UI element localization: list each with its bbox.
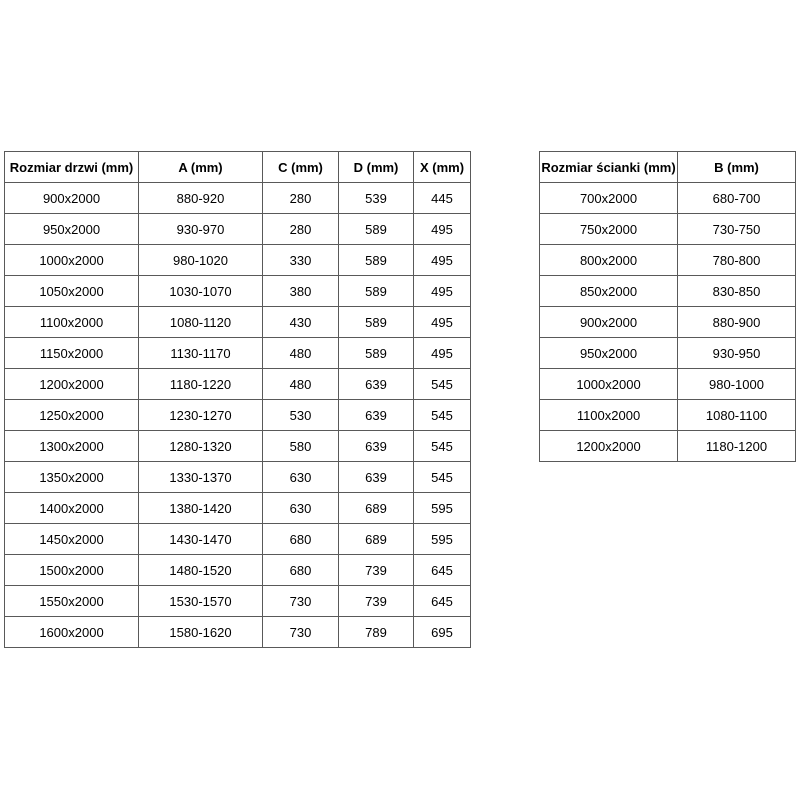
table-cell: 1200x2000 <box>5 369 139 400</box>
table-cell: 645 <box>414 586 471 617</box>
table-cell: 480 <box>263 338 339 369</box>
table-cell: 639 <box>339 369 414 400</box>
table-cell: 830-850 <box>678 276 796 307</box>
table-cell: 1180-1200 <box>678 431 796 462</box>
table-cell: 595 <box>414 524 471 555</box>
table-cell: 680 <box>263 555 339 586</box>
table-cell: 380 <box>263 276 339 307</box>
table-row <box>5 555 471 586</box>
table-cell: 1600x2000 <box>5 617 139 648</box>
table-cell: 789 <box>339 617 414 648</box>
table-cell: 880-900 <box>678 307 796 338</box>
table-row <box>5 245 471 276</box>
table-row <box>5 307 471 338</box>
table-cell: 580 <box>263 431 339 462</box>
table-cell: 739 <box>339 586 414 617</box>
table-cell: 1200x2000 <box>540 431 678 462</box>
table-cell: 680-700 <box>678 183 796 214</box>
wall-sizes-table <box>539 151 796 462</box>
table-cell: 1430-1470 <box>139 524 263 555</box>
table-row <box>540 369 796 400</box>
table-cell: 1330-1370 <box>139 462 263 493</box>
table-cell: 1080-1120 <box>139 307 263 338</box>
table-row <box>5 524 471 555</box>
table-cell: 680 <box>263 524 339 555</box>
table-cell: 950x2000 <box>5 214 139 245</box>
table-cell: 1450x2000 <box>5 524 139 555</box>
table-cell: 495 <box>414 307 471 338</box>
table-row <box>540 245 796 276</box>
table-row <box>5 493 471 524</box>
table-row <box>540 276 796 307</box>
table-cell: 880-920 <box>139 183 263 214</box>
table-cell: 495 <box>414 245 471 276</box>
table-row <box>540 431 796 462</box>
table-cell: 545 <box>414 400 471 431</box>
table-cell: 930-950 <box>678 338 796 369</box>
table-cell: 495 <box>414 214 471 245</box>
table-cell: 950x2000 <box>540 338 678 369</box>
table-cell: 1050x2000 <box>5 276 139 307</box>
table-cell: 545 <box>414 369 471 400</box>
table-cell: 1080-1100 <box>678 400 796 431</box>
table-cell: 930-970 <box>139 214 263 245</box>
table-cell: 980-1020 <box>139 245 263 276</box>
column-header: A (mm) <box>139 152 263 183</box>
table-cell: 495 <box>414 276 471 307</box>
table-cell: 589 <box>339 245 414 276</box>
table-cell: 1500x2000 <box>5 555 139 586</box>
table-cell: 589 <box>339 276 414 307</box>
table-cell: 1550x2000 <box>5 586 139 617</box>
table-cell: 1230-1270 <box>139 400 263 431</box>
table-cell: 589 <box>339 338 414 369</box>
header-row <box>540 152 796 183</box>
table-row <box>5 586 471 617</box>
table-cell: 430 <box>263 307 339 338</box>
table-cell: 1300x2000 <box>5 431 139 462</box>
table-cell: 480 <box>263 369 339 400</box>
table-cell: 1380-1420 <box>139 493 263 524</box>
table-cell: 1250x2000 <box>5 400 139 431</box>
table-cell: 800x2000 <box>540 245 678 276</box>
table-cell: 1580-1620 <box>139 617 263 648</box>
column-header: D (mm) <box>339 152 414 183</box>
table-row <box>540 307 796 338</box>
table-row <box>5 400 471 431</box>
table-cell: 1000x2000 <box>5 245 139 276</box>
table-cell: 739 <box>339 555 414 586</box>
table-cell: 1280-1320 <box>139 431 263 462</box>
table-cell: 639 <box>339 400 414 431</box>
door-sizes-table <box>4 151 471 648</box>
table-row <box>5 431 471 462</box>
table-cell: 589 <box>339 307 414 338</box>
table-cell: 639 <box>339 462 414 493</box>
table-row <box>540 183 796 214</box>
table-cell: 545 <box>414 431 471 462</box>
table-row <box>540 338 796 369</box>
column-header: X (mm) <box>414 152 471 183</box>
table-cell: 730-750 <box>678 214 796 245</box>
column-header: C (mm) <box>263 152 339 183</box>
table-cell: 630 <box>263 493 339 524</box>
table-cell: 695 <box>414 617 471 648</box>
table-cell: 980-1000 <box>678 369 796 400</box>
table-cell: 900x2000 <box>540 307 678 338</box>
table-cell: 1350x2000 <box>5 462 139 493</box>
table-cell: 750x2000 <box>540 214 678 245</box>
table-row <box>540 400 796 431</box>
table-cell: 1100x2000 <box>5 307 139 338</box>
column-header: Rozmiar ścianki (mm) <box>540 152 678 183</box>
table-cell: 700x2000 <box>540 183 678 214</box>
table-cell: 539 <box>339 183 414 214</box>
table-row <box>5 617 471 648</box>
table-cell: 495 <box>414 338 471 369</box>
table-row <box>5 369 471 400</box>
table-row <box>5 214 471 245</box>
table-cell: 1480-1520 <box>139 555 263 586</box>
table-cell: 280 <box>263 183 339 214</box>
table-cell: 1100x2000 <box>540 400 678 431</box>
table-cell: 1130-1170 <box>139 338 263 369</box>
column-header: Rozmiar drzwi (mm) <box>5 152 139 183</box>
table-row <box>540 214 796 245</box>
table-cell: 1530-1570 <box>139 586 263 617</box>
table-cell: 689 <box>339 524 414 555</box>
table-cell: 1180-1220 <box>139 369 263 400</box>
column-header: B (mm) <box>678 152 796 183</box>
table-cell: 900x2000 <box>5 183 139 214</box>
header-row <box>5 152 471 183</box>
table-cell: 1150x2000 <box>5 338 139 369</box>
table-cell: 589 <box>339 214 414 245</box>
table-row <box>5 276 471 307</box>
table-cell: 330 <box>263 245 339 276</box>
table-row <box>5 183 471 214</box>
table-cell: 630 <box>263 462 339 493</box>
table-cell: 445 <box>414 183 471 214</box>
table-row <box>5 338 471 369</box>
table-cell: 545 <box>414 462 471 493</box>
table-cell: 1030-1070 <box>139 276 263 307</box>
table-cell: 689 <box>339 493 414 524</box>
table-cell: 850x2000 <box>540 276 678 307</box>
table-cell: 730 <box>263 617 339 648</box>
table-cell: 639 <box>339 431 414 462</box>
table-cell: 595 <box>414 493 471 524</box>
table-cell: 645 <box>414 555 471 586</box>
table-cell: 280 <box>263 214 339 245</box>
table-cell: 1000x2000 <box>540 369 678 400</box>
table-cell: 1400x2000 <box>5 493 139 524</box>
table-row <box>5 462 471 493</box>
table-cell: 730 <box>263 586 339 617</box>
table-cell: 530 <box>263 400 339 431</box>
table-cell: 780-800 <box>678 245 796 276</box>
